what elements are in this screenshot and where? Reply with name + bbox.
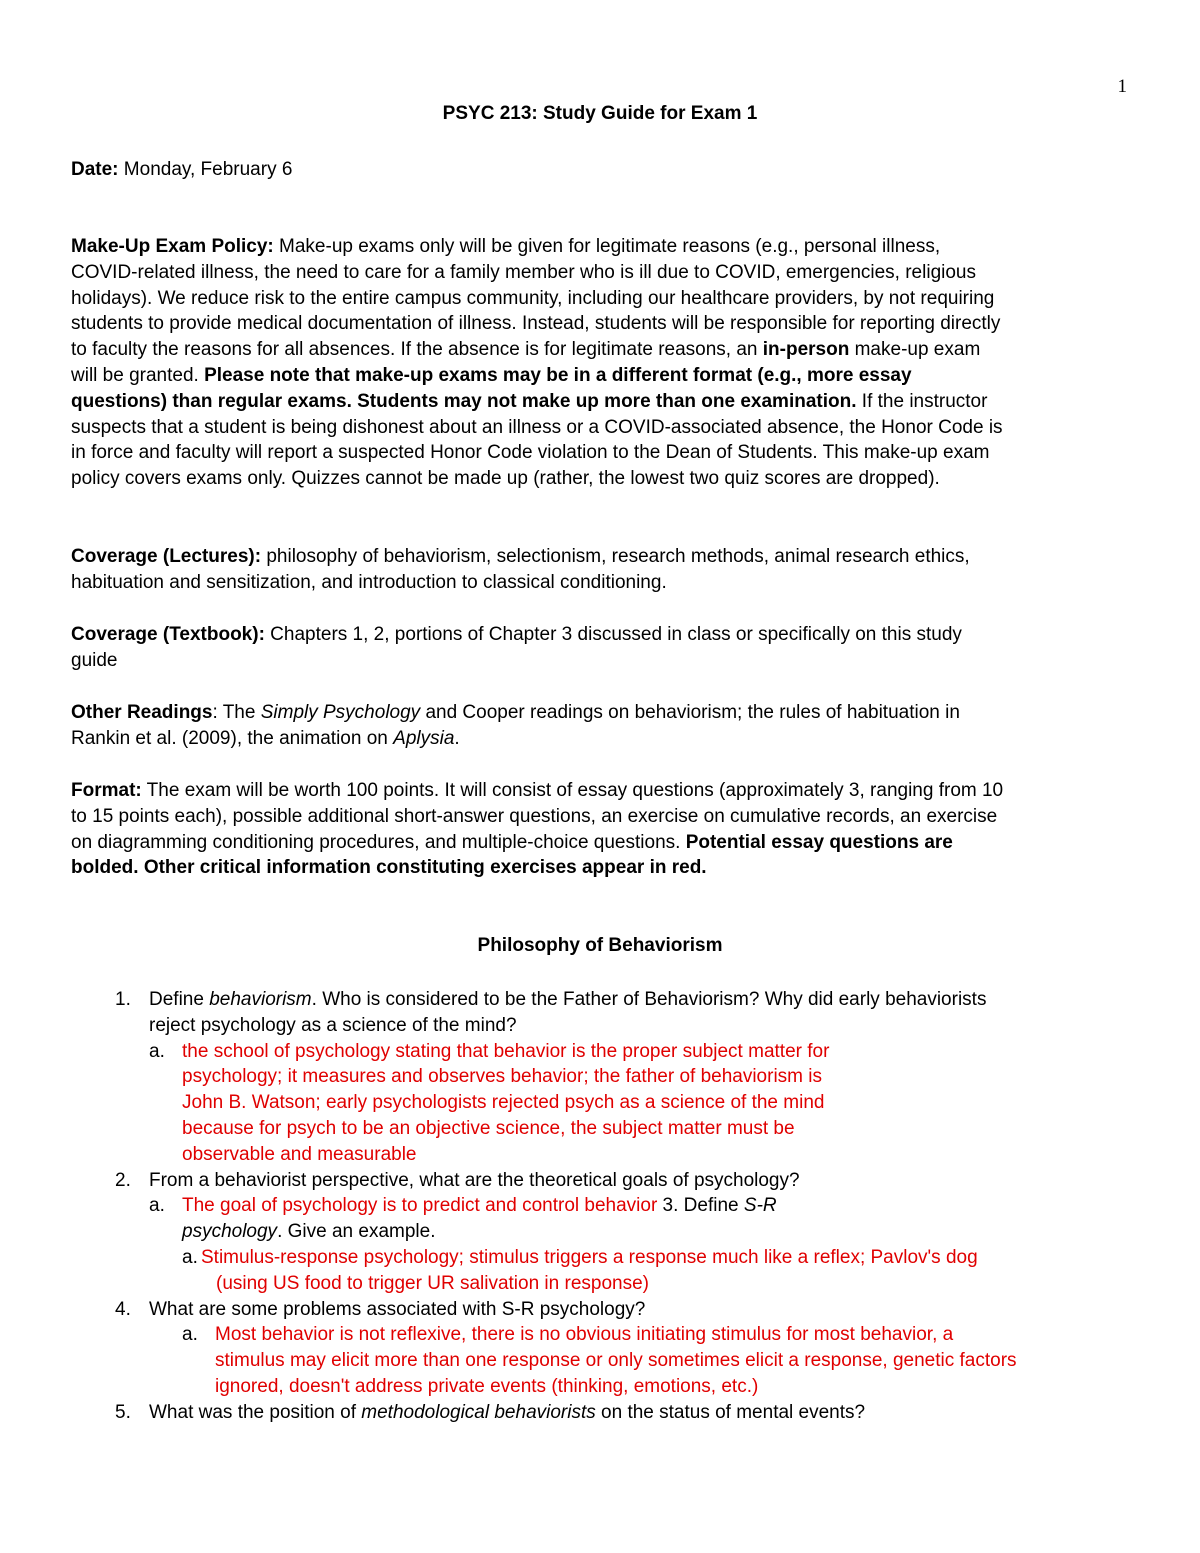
other-readings-label: Other Readings	[71, 702, 213, 723]
other-readings-italic: Aplysia	[393, 727, 455, 749]
makeup-emphasis: Please note that make-up exams may be in a different format (e.g., more essay	[204, 364, 912, 386]
q4-answer: ignored, doesn't address private events (thinking, emotions, etc.)	[215, 1376, 759, 1397]
makeup-policy	[71, 234, 1131, 492]
coverage-textbook-text: guide	[71, 649, 118, 671]
other-readings	[71, 700, 1131, 752]
coverage-textbook-text: Chapters 1, 2, portions of Chapter 3 discussed in class or specifically on this study	[264, 624, 962, 645]
date-value: Monday, February 6	[118, 159, 293, 180]
q1-answer-letter: a.	[149, 1040, 165, 1062]
section-title: Philosophy of Behaviorism	[477, 935, 723, 956]
makeup-text: to faculty the reasons for all absences. If the absence is for legitimate reasons, an	[71, 339, 763, 361]
format-emphasis: bolded. Other critical information constituting exercises appear in red.	[71, 857, 707, 879]
page-number: 1	[1117, 76, 1127, 97]
q1-text: Define behaviorism. Who is considered to be the Father of Behaviorism? Why did early behaviorists	[149, 989, 987, 1010]
q4-answer: Most behavior is not reflexive, there is no obvious initiating stimulus for most behavior, a	[215, 1324, 954, 1346]
q1-answer: because for psych to be an objective science, the subject matter must be	[182, 1118, 795, 1139]
document-title: PSYC 213: Study Guide for Exam 1	[442, 103, 758, 124]
makeup-text: COVID-related illness, the need to care for a family member who is ill due to COVID, emergencies, religious	[71, 261, 976, 283]
other-readings-text: Rankin et al. (2009), the animation on	[71, 727, 394, 749]
q1-answer: John B. Watson; early psychologists rejected psych as a science of the mind	[182, 1092, 825, 1114]
makeup-text: suspects that a student is being dishonest about an illness or a COVID-associated absence, the Honor Code is	[71, 416, 1003, 438]
makeup-text: If the instructor	[856, 390, 988, 412]
q3-answer-letter: a.	[182, 1247, 198, 1268]
coverage-lectures	[71, 544, 1131, 596]
q4-answer-letter: a.	[182, 1324, 198, 1346]
q4-answer: stimulus may elicit more than one response or only sometimes elicit a response, genetic factors	[215, 1350, 1017, 1372]
date-line	[71, 157, 1131, 183]
q5-text: What was the position of methodological behaviorists on the status of mental events?	[149, 1401, 866, 1423]
other-readings-text: and Cooper readings on behaviorism; the rules of habituation in	[420, 702, 960, 723]
q5-number: 5.	[115, 1401, 131, 1423]
makeup-label: Make-Up Exam Policy:	[71, 236, 274, 257]
q2-text: From a behaviorist perspective, what are the theoretical goals of psychology?	[149, 1169, 800, 1191]
makeup-text: Make-up exams only will be given for legitimate reasons (e.g., personal illness,	[273, 236, 941, 257]
coverage-lectures-text: habituation and sensitization, and introduction to classical conditioning.	[71, 571, 667, 593]
q2-number: 2.	[115, 1169, 131, 1191]
makeup-text: students to provide medical documentation of illness. Instead, students will be responsible for reporting directly	[71, 313, 1001, 335]
format-text: to 15 points each), possible additional short-answer questions, an exercise on cumulative records, an exercise	[71, 805, 998, 827]
date-label: Date:	[71, 159, 119, 180]
q4-text: What are some problems associated with S-R psychology?	[149, 1298, 646, 1320]
format-emphasis: Potential essay questions are	[685, 831, 953, 853]
q3-text: psychology. Give an example.	[182, 1221, 436, 1243]
q4-number: 4.	[115, 1298, 131, 1320]
q2-answer-line: The goal of psychology is to predict and control behavior 3. Define S-R	[182, 1195, 777, 1217]
other-readings-text: : The	[212, 702, 261, 723]
makeup-text: policy covers exams only. Quizzes cannot be made up (rather, the lowest two quiz scores are dropped).	[71, 468, 940, 490]
makeup-text: make-up exam	[849, 339, 981, 361]
format-text: The exam will be worth 100 points. It will consist of essay questions (approximately 3, ranging from 10	[141, 780, 1004, 801]
format-text: on diagramming conditioning procedures, and multiple-choice questions.	[71, 831, 686, 853]
q3-answer: Stimulus-response psychology; stimulus triggers a response much like a reflex; Pavlov's dog	[201, 1247, 978, 1268]
q1-answer: observable and measurable	[182, 1143, 417, 1165]
q1-answer: psychology; it measures and observes behavior; the father of behaviorism is	[182, 1066, 822, 1088]
q1-number: 1.	[115, 989, 131, 1010]
q1-answer: the school of psychology stating that behavior is the proper subject matter for	[182, 1040, 830, 1062]
coverage-lectures-label: Coverage (Lectures):	[71, 546, 262, 567]
makeup-text: in force and faculty will report a suspected Honor Code violation to the Dean of Students. This make-up exam	[71, 442, 990, 464]
makeup-text: holidays). We reduce risk to the entire campus community, including our healthcare providers, by not requiring	[71, 287, 995, 309]
q2-answer-letter: a.	[149, 1195, 165, 1217]
other-readings-italic: Simply Psychology	[260, 702, 421, 723]
other-readings-text: .	[454, 727, 460, 749]
makeup-inperson: in-person	[762, 339, 850, 361]
format-label: Format:	[71, 780, 142, 801]
coverage-textbook-label: Coverage (Textbook):	[71, 624, 265, 645]
coverage-textbook	[71, 622, 1131, 674]
q3-answer: (using US food to trigger UR salivation in response)	[216, 1272, 649, 1294]
q1-text: reject psychology as a science of the mind?	[149, 1014, 517, 1036]
makeup-text: will be granted.	[71, 364, 205, 386]
coverage-lectures-text: philosophy of behaviorism, selectionism, research methods, animal research ethics,	[261, 546, 970, 567]
makeup-emphasis: questions) than regular exams. Students may not make up more than one examination.	[71, 390, 857, 412]
format-section	[71, 778, 1131, 881]
